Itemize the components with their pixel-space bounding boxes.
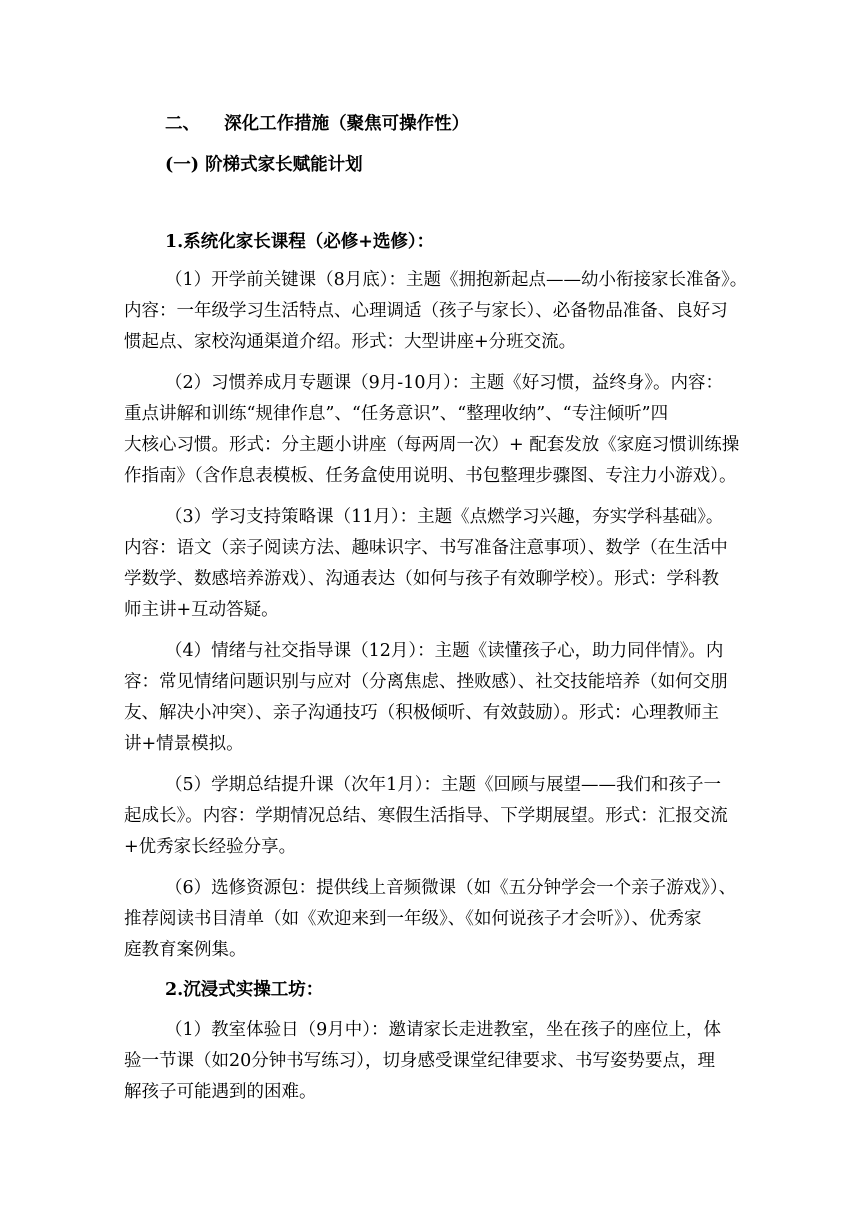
paragraph-line: 容：常见情绪问题识别与应对（分离焦虑、挫败感）、社交技能培养（如何交朋 xyxy=(124,672,728,692)
section-title: 1.系统化家长课程（必修+选修）： xyxy=(165,232,435,252)
heading-level-1 xyxy=(165,112,469,136)
paragraph-line: 庭教育案例集。 xyxy=(124,940,247,960)
paragraph-line: 友、解决小冲突）、亲子沟通技巧（积极倾听、有效鼓励）。形式：心理教师主 xyxy=(124,703,719,723)
paragraph-line: 大核心习惯。形式：分主题小讲座（每两周一次）+ 配套发放《家庭习惯训练操 xyxy=(124,435,740,455)
paragraph-line: 重点讲解和训练“规律作息”、“任务意识”、“整理收纳”、“专注倾听”四 xyxy=(124,404,669,424)
paragraph-line: 惯起点、家校沟通渠道介绍。形式：大型讲座+分班交流。 xyxy=(124,332,577,352)
paragraph-line: 作指南》（含作息表模板、任务盒使用说明、书包整理步骤图、专注力小游戏）。 xyxy=(124,466,737,486)
paragraph-line: 师主讲+互动答疑。 xyxy=(124,600,279,620)
paragraph-line: +优秀家长经验分享。 xyxy=(124,837,297,857)
paragraph-line: 内容：一年级学习生活特点、心理调适（孩子与家长）、必备物品准备、良好习 xyxy=(124,301,728,321)
paragraph-line: 学数学、数感培养游戏）、沟通表达（如何与孩子有效聊学校）。形式：学科教 xyxy=(124,569,719,589)
paragraph-line: （1）开学前关键课（8月底）：主题《拥抱新起点——幼小衔接家长准备》。 xyxy=(165,270,748,290)
paragraph-line: 起成长》。内容：学期情况总结、寒假生活指导、下学期展望。形式：汇报交流 xyxy=(124,806,728,826)
section-title: 2.沉浸式实操工坊： xyxy=(165,980,324,1000)
paragraph-line: 验一节课（如20分钟书写练习），切身感受课堂纪律要求、书写姿势要点，理 xyxy=(124,1051,716,1071)
paragraph-line: 解孩子可能遇到的困难。 xyxy=(124,1082,317,1102)
heading-number: 二、 xyxy=(165,114,200,134)
paragraph-line: （2）习惯养成月专题课（9月-10月）：主题《好习惯，益终身》。内容： xyxy=(165,373,723,393)
paragraph-line: 推荐阅读书目清单（如《欢迎来到一年级》、《如何说孩子才会听》）、优秀家 xyxy=(124,909,702,929)
heading-level-2: (一) 阶梯式家长赋能计划 xyxy=(165,155,363,175)
paragraph-line: （3）学习支持策略课（11月）：主题《点燃学习兴趣，夯实学科基础》。 xyxy=(165,507,724,527)
paragraph-line: 讲+情景模拟。 xyxy=(124,734,244,754)
paragraph-line: 内容：语文（亲子阅读方法、趣味识字、书写准备注意事项）、数学（在生活中 xyxy=(124,538,728,558)
paragraph-line: （1）教室体验日（9月中）：邀请家长走进教室，坐在孩子的座位上，体 xyxy=(165,1020,722,1040)
paragraph-line: （5）学期总结提升课（次年1月）：主题《回顾与展望——我们和孩子一 xyxy=(165,775,722,795)
paragraph-line: （4）情绪与社交指导课（12月）：主题《读懂孩子心，助力同伴情》。内 xyxy=(165,641,724,661)
paragraph-line: （6）选修资源包：提供线上音频微课（如《五分钟学会一个亲子游戏》）、 xyxy=(165,878,737,898)
heading-text: 深化工作措施（聚焦可操作性） xyxy=(224,114,470,134)
